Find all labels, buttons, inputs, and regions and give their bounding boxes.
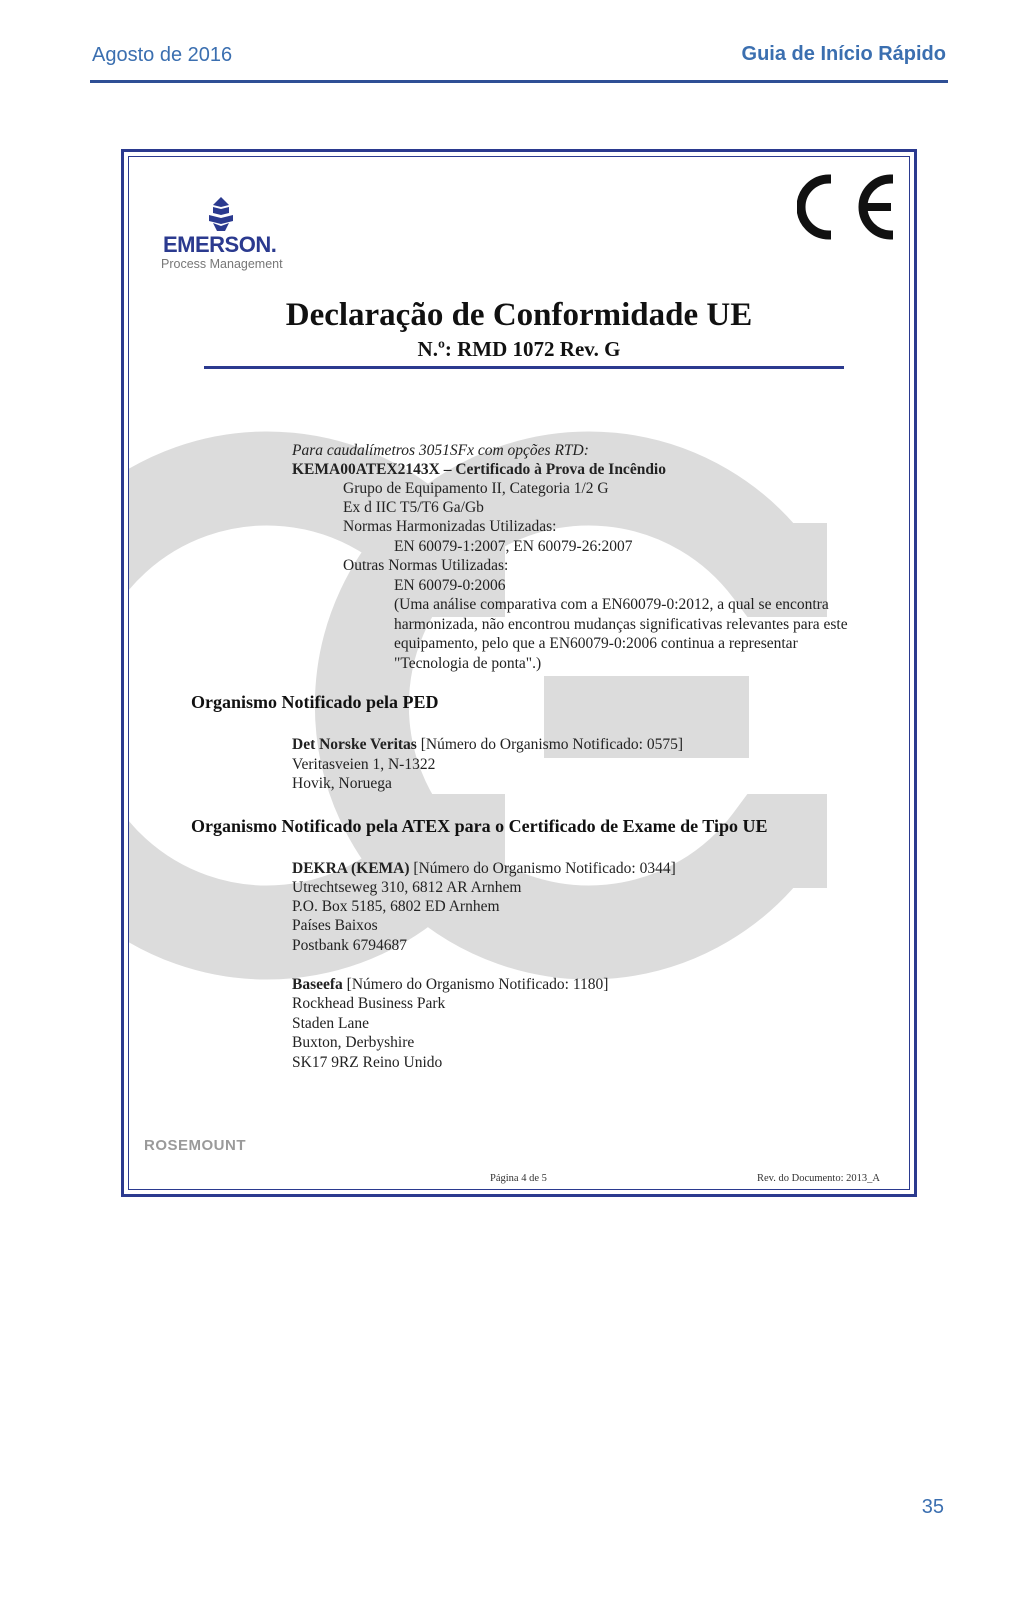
atex-body1-address: P.O. Box 5185, 6802 ED Arnhem	[292, 898, 500, 915]
ped-address-line: Hovik, Noruega	[292, 775, 392, 792]
atex-heading: Organismo Notificado pela ATEX para o Certificado de Exame de Tipo UE	[191, 816, 768, 836]
certificate-page-indicator: Página 4 de 5	[490, 1173, 547, 1184]
atex-body2-address: SK17 9RZ Reino Unido	[292, 1054, 443, 1071]
certificate-title: Declaração de Conformidade UE	[285, 297, 753, 333]
harmonized-standards-label: Normas Harmonizadas Utilizadas:	[343, 518, 557, 535]
standards-note-line: "Tecnologia de ponta".)	[394, 655, 542, 672]
rosemount-logo: ROSEMOUNT	[144, 1137, 246, 1154]
ped-body-number: [Número do Organismo Notificado: 0575]	[420, 736, 684, 753]
title-divider	[204, 366, 844, 369]
atex-body2-address: Staden Lane	[292, 1015, 370, 1032]
certificate-inner-border	[128, 156, 910, 1190]
ped-body-line	[292, 735, 683, 755]
emerson-logo	[159, 195, 299, 275]
certificate-number: N.º: RMD 1072 Rev. G	[417, 337, 621, 361]
harmonized-standards-value: EN 60079-1:2007, EN 60079-26:2007	[394, 538, 633, 555]
atex-body1-number: [Número do Organismo Notificado: 0344]	[413, 860, 676, 877]
standards-note-line: (Uma análise comparativa com a EN60079-0:2012, a qual se encontra	[394, 596, 829, 613]
header-date: Agosto de 2016	[92, 44, 233, 66]
svg-text:Process Management: Process Management	[161, 257, 283, 271]
ped-heading: Organismo Notificado pela PED	[191, 692, 439, 712]
header-divider	[90, 80, 948, 83]
atex-body2-line	[292, 975, 608, 995]
atex-body2-name: Baseefa	[292, 976, 343, 993]
other-standards-label: Outras Normas Utilizadas:	[343, 557, 509, 574]
ped-address-line: Veritasveien 1, N-1322	[292, 756, 436, 773]
standards-note-line: equipamento, pelo que a EN60079-0:2006 continua a representar	[394, 635, 798, 652]
ex-marking: Ex d IIC T5/T6 Ga/Gb	[343, 499, 484, 516]
certificate-reference: KEMA00ATEX2143X – Certificado à Prova de Incêndio	[292, 461, 666, 478]
ped-body-name: Det Norske Veritas	[292, 736, 417, 753]
atex-body1-address: Utrechtseweg 310, 6812 AR Arnhem	[292, 879, 522, 896]
document-revision: Rev. do Documento: 2013_A	[757, 1173, 880, 1184]
standards-note-line: harmonizada, não encontrou mudanças significativas relevantes para este	[394, 616, 848, 633]
atex-body2-address: Rockhead Business Park	[292, 995, 446, 1012]
svg-text:EMERSON.: EMERSON.	[163, 232, 277, 257]
equipment-group: Grupo de Equipamento II, Categoria 1/2 G	[343, 480, 609, 497]
certificate-frame	[121, 149, 917, 1197]
header-guide-title: Guia de Início Rápido	[741, 43, 946, 65]
atex-body1-address: Postbank 6794687	[292, 937, 407, 954]
atex-body1-address: Países Baixos	[292, 917, 378, 934]
page-number: 35	[921, 1496, 944, 1518]
ce-mark-icon	[797, 172, 897, 242]
other-standards-value: EN 60079-0:2006	[394, 577, 506, 594]
intro-line: Para caudalímetros 3051SFx com opções RTD:	[292, 442, 589, 459]
atex-body1-name: DEKRA (KEMA)	[292, 860, 410, 877]
atex-body2-number: [Número do Organismo Notificado: 1180]	[346, 976, 609, 993]
atex-body2-address: Buxton, Derbyshire	[292, 1034, 415, 1051]
atex-body1-line	[292, 859, 676, 879]
